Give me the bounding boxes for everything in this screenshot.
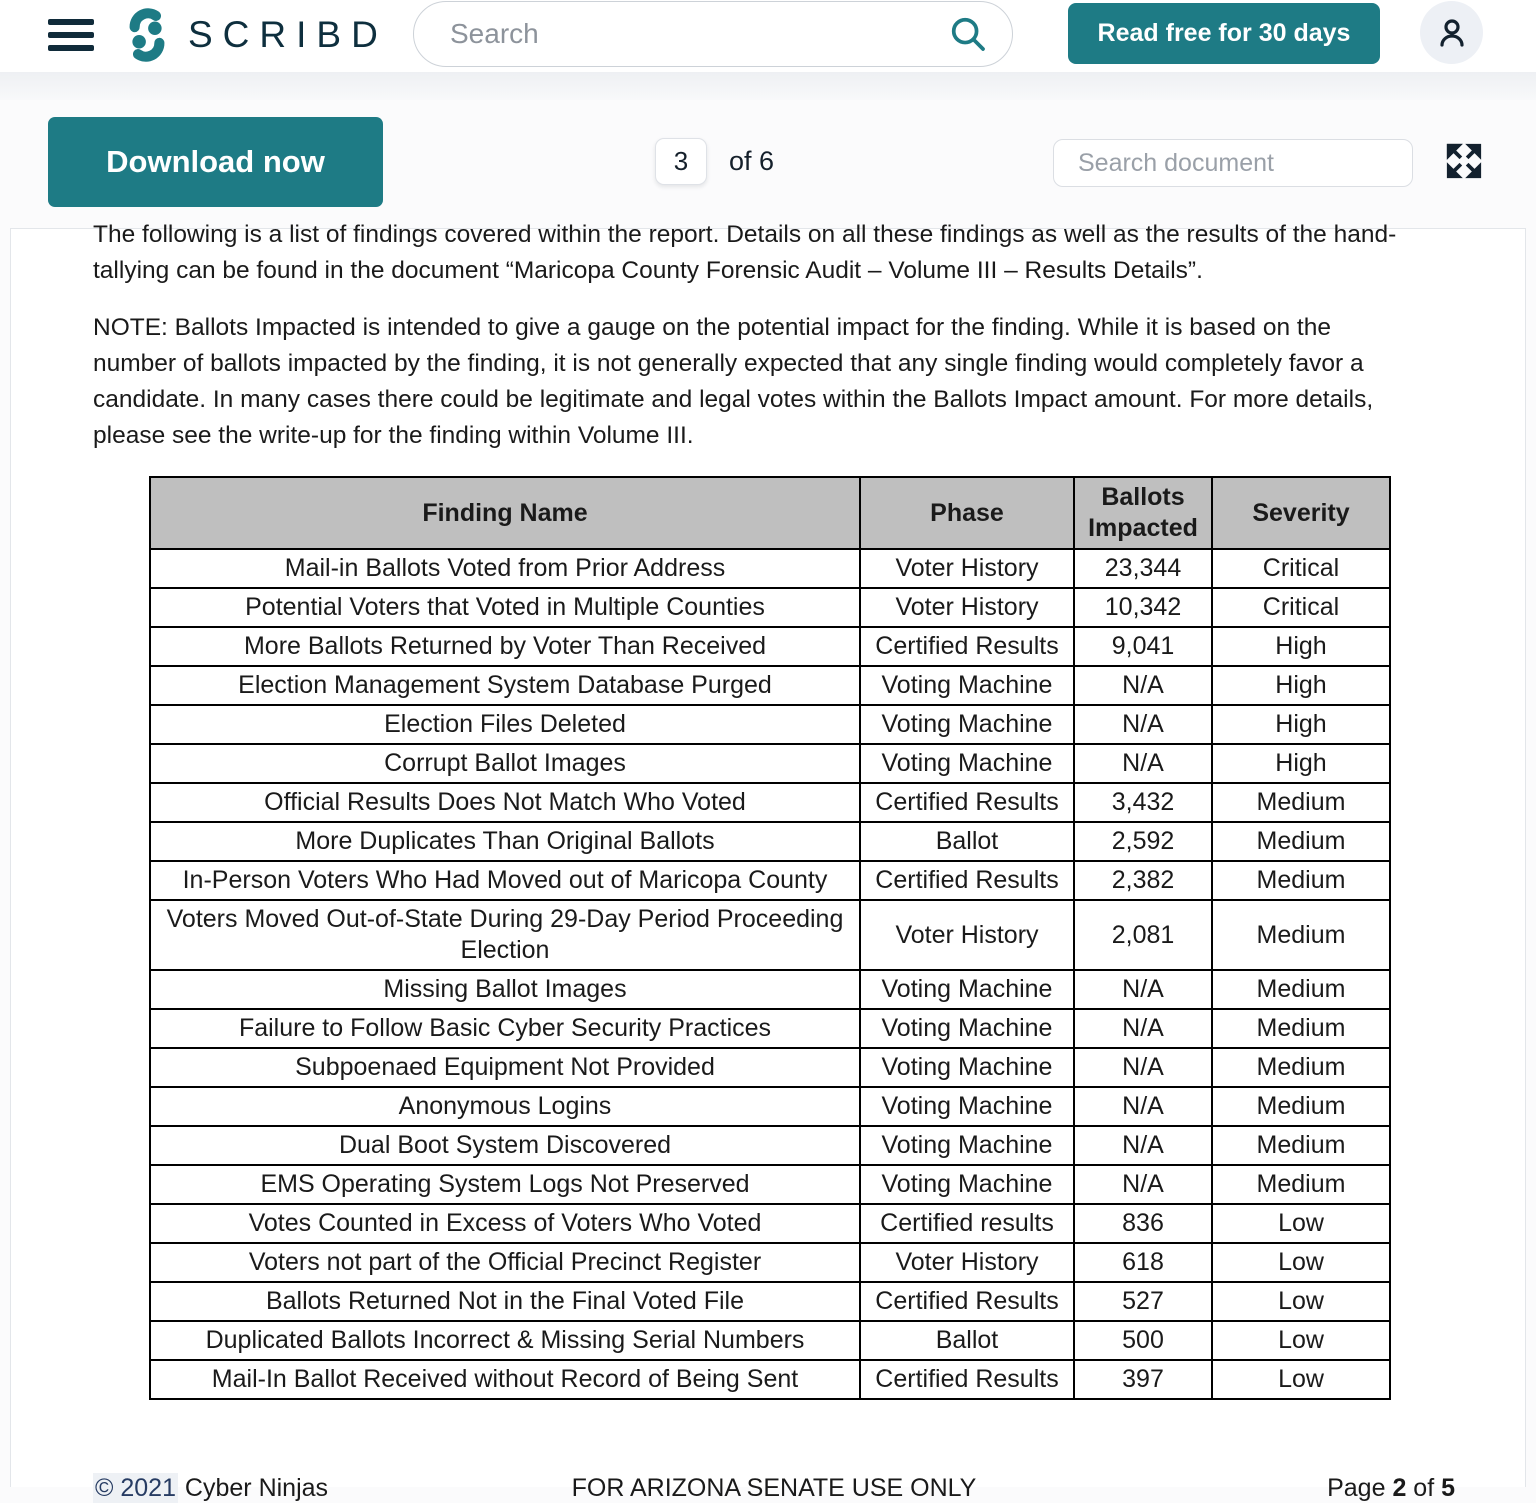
severity-cell: Low: [1212, 1243, 1390, 1282]
ballots-impacted-cell: 397: [1074, 1360, 1212, 1399]
severity-cell: Critical: [1212, 588, 1390, 627]
document-page: [10, 221, 1526, 1502]
severity-cell: Low: [1212, 1321, 1390, 1360]
phase-cell: Voter History: [860, 1243, 1074, 1282]
table-row: [150, 900, 1390, 970]
finding-name-cell: Anonymous Logins: [150, 1087, 860, 1126]
ballots-impacted-cell: 23,344: [1074, 549, 1212, 588]
app-header: [0, 0, 1536, 72]
severity-cell: Medium: [1212, 861, 1390, 900]
table-row: [150, 970, 1390, 1009]
column-header-phase: Phase: [860, 477, 1074, 549]
phase-cell: Voting Machine: [860, 1048, 1074, 1087]
note-line: please see the write-up for the finding within Volume III.: [93, 422, 694, 449]
finding-name-cell: Ballots Returned Not in the Final Voted File: [150, 1282, 860, 1321]
phase-cell: Certified Results: [860, 1282, 1074, 1321]
finding-name-cell: More Duplicates Than Original Ballots: [150, 822, 860, 861]
user-avatar-button[interactable]: [1420, 1, 1483, 64]
table-row: [150, 588, 1390, 627]
finding-name-cell: More Ballots Returned by Voter Than Received: [150, 627, 860, 666]
hamburger-icon: [48, 45, 94, 51]
column-header-finding-name: Finding Name: [150, 477, 860, 549]
ballots-impacted-cell: 2,382: [1074, 861, 1212, 900]
page-word: Page: [1327, 1474, 1393, 1502]
table-row: [150, 1048, 1390, 1087]
phase-cell: Voting Machine: [860, 1165, 1074, 1204]
ballots-impacted-cell: N/A: [1074, 970, 1212, 1009]
fullscreen-button[interactable]: [1441, 138, 1487, 184]
fullscreen-icon: [1443, 140, 1485, 182]
scribd-logo[interactable]: [120, 8, 388, 62]
finding-name-cell: Subpoenaed Equipment Not Provided: [150, 1048, 860, 1087]
document-search-input[interactable]: [1078, 149, 1400, 178]
copyright-year: © 2021: [95, 1474, 176, 1502]
page-total-label: of 6: [729, 146, 775, 176]
phase-cell: Certified results: [860, 1204, 1074, 1243]
phase-cell: Ballot: [860, 822, 1074, 861]
table-row: [150, 1360, 1390, 1399]
severity-cell: Medium: [1212, 900, 1390, 970]
severity-cell: High: [1212, 744, 1390, 783]
table-row: [150, 744, 1390, 783]
phase-cell: Voting Machine: [860, 1087, 1074, 1126]
ballots-impacted-cell: 9,041: [1074, 627, 1212, 666]
severity-cell: Medium: [1212, 1009, 1390, 1048]
download-now-button[interactable]: Download now: [48, 117, 383, 207]
finding-name-cell: Election Management System Database Purged: [150, 666, 860, 705]
findings-table: [149, 476, 1391, 1400]
note-line: number of ballots impacted by the finding, it is not generally expected that any single finding would completely favor a: [93, 350, 1364, 377]
table-row: [150, 666, 1390, 705]
ballots-impacted-cell: 618: [1074, 1243, 1212, 1282]
findings-table-body: [150, 549, 1390, 1399]
user-icon: [1432, 13, 1472, 53]
finding-name-cell: Voters not part of the Official Precinct Register: [150, 1243, 860, 1282]
ballots-impacted-cell: 2,081: [1074, 900, 1212, 970]
severity-cell: High: [1212, 705, 1390, 744]
table-row: [150, 627, 1390, 666]
note-line: candidate. In many cases there could be legitimate and legal votes within the Ballots Impact amount. For more details,: [93, 386, 1374, 413]
table-header-row: [150, 477, 1390, 549]
header-shadow-band: [0, 72, 1536, 100]
read-free-button[interactable]: Read free for 30 days: [1068, 3, 1380, 64]
finding-name-cell: Duplicated Ballots Incorrect & Missing Serial Numbers: [150, 1321, 860, 1360]
page-number-input[interactable]: [655, 138, 707, 185]
document-toolbar: [0, 100, 1536, 228]
column-header-severity: Severity: [1212, 477, 1390, 549]
finding-name-cell: Votes Counted in Excess of Voters Who Voted: [150, 1204, 860, 1243]
ballots-impacted-cell: N/A: [1074, 705, 1212, 744]
scribd-wordmark: SCRIBD: [188, 14, 388, 55]
ballots-impacted-cell: N/A: [1074, 1009, 1212, 1048]
page-number: 2: [1392, 1474, 1407, 1502]
phase-cell: Certified Results: [860, 627, 1074, 666]
search-icon[interactable]: [948, 14, 988, 54]
ballots-impacted-cell: 3,432: [1074, 783, 1212, 822]
severity-cell: High: [1212, 666, 1390, 705]
severity-cell: Medium: [1212, 1087, 1390, 1126]
ballots-impacted-cell: 2,592: [1074, 822, 1212, 861]
ballots-impacted-cell: N/A: [1074, 1126, 1212, 1165]
hamburger-icon: [48, 32, 94, 38]
phase-cell: Voter History: [860, 549, 1074, 588]
phase-cell: Certified Results: [860, 861, 1074, 900]
severity-cell: Medium: [1212, 783, 1390, 822]
note-paragraph: [93, 310, 1455, 454]
table-row: [150, 1321, 1390, 1360]
ballots-impacted-cell: N/A: [1074, 666, 1212, 705]
ballots-impacted-cell: 500: [1074, 1321, 1212, 1360]
phase-cell: Voting Machine: [860, 1009, 1074, 1048]
finding-name-cell: Dual Boot System Discovered: [150, 1126, 860, 1165]
severity-cell: Low: [1212, 1282, 1390, 1321]
finding-name-cell: Corrupt Ballot Images: [150, 744, 860, 783]
hamburger-menu-button[interactable]: [48, 13, 94, 57]
intro-line: The following is a list of findings covered within the report. Details on all these findings as well as the results of the hand-: [93, 221, 1397, 248]
ballots-impacted-cell: N/A: [1074, 744, 1212, 783]
finding-name-cell: Official Results Does Not Match Who Voted: [150, 783, 860, 822]
copyright-name: Cyber Ninjas: [177, 1474, 329, 1502]
table-row: [150, 861, 1390, 900]
phase-cell: Ballot: [860, 1321, 1074, 1360]
table-row: [150, 1204, 1390, 1243]
phase-cell: Voting Machine: [860, 1126, 1074, 1165]
finding-name-cell: Failure to Follow Basic Cyber Security Practices: [150, 1009, 860, 1048]
severity-cell: Low: [1212, 1360, 1390, 1399]
footer-center-text: FOR ARIZONA SENATE USE ONLY: [571, 1474, 977, 1502]
table-row: [150, 783, 1390, 822]
severity-cell: Medium: [1212, 1048, 1390, 1087]
table-row: [150, 822, 1390, 861]
scribd-logo-icon: [120, 8, 174, 62]
table-row: [150, 1087, 1390, 1126]
severity-cell: Medium: [1212, 1126, 1390, 1165]
intro-line: tallying can be found in the document “Maricopa County Forensic Audit – Volume III – Results Details”.: [93, 257, 1203, 284]
severity-cell: Critical: [1212, 549, 1390, 588]
table-row: [150, 1243, 1390, 1282]
finding-name-cell: In-Person Voters Who Had Moved out of Maricopa County: [150, 861, 860, 900]
finding-name-cell: Potential Voters that Voted in Multiple Counties: [150, 588, 860, 627]
phase-cell: Certified Results: [860, 1360, 1074, 1399]
phase-cell: Voter History: [860, 588, 1074, 627]
table-row: [150, 1009, 1390, 1048]
page-navigation: [655, 138, 774, 185]
finding-name-cell: Mail-In Ballot Received without Record of Being Sent: [150, 1360, 860, 1399]
site-search-bar[interactable]: [413, 1, 1013, 67]
severity-cell: High: [1212, 627, 1390, 666]
table-row: [150, 1165, 1390, 1204]
table-row: [150, 1282, 1390, 1321]
phase-cell: Voting Machine: [860, 666, 1074, 705]
table-row: [150, 549, 1390, 588]
document-footer: [93, 1474, 1455, 1503]
document-search-bar[interactable]: [1053, 139, 1413, 187]
finding-name-cell: EMS Operating System Logs Not Preserved: [150, 1165, 860, 1204]
phase-cell: Voter History: [860, 900, 1074, 970]
hamburger-icon: [48, 19, 94, 25]
finding-name-cell: Voters Moved Out-of-State During 29-Day Period Proceeding Election: [150, 900, 860, 970]
column-header-ballots-impacted: Ballots Impacted: [1074, 477, 1212, 549]
finding-name-cell: Mail-in Ballots Voted from Prior Address: [150, 549, 860, 588]
finding-name-cell: Missing Ballot Images: [150, 970, 860, 1009]
finding-name-cell: Election Files Deleted: [150, 705, 860, 744]
table-row: [150, 705, 1390, 744]
of-word: of: [1406, 1474, 1442, 1502]
ballots-impacted-cell: 527: [1074, 1282, 1212, 1321]
severity-cell: Medium: [1212, 970, 1390, 1009]
ballots-impacted-cell: N/A: [1074, 1048, 1212, 1087]
site-search-input[interactable]: [450, 18, 948, 50]
phase-cell: Voting Machine: [860, 705, 1074, 744]
note-line: NOTE: Ballots Impacted is intended to give a gauge on the potential impact for the finding. While it is based on the: [93, 314, 1331, 341]
phase-cell: Certified Results: [860, 783, 1074, 822]
ballots-impacted-cell: 10,342: [1074, 588, 1212, 627]
ballots-impacted-cell: N/A: [1074, 1165, 1212, 1204]
severity-cell: Low: [1212, 1204, 1390, 1243]
page-total: 5: [1441, 1474, 1455, 1502]
phase-cell: Voting Machine: [860, 744, 1074, 783]
ballots-impacted-cell: 836: [1074, 1204, 1212, 1243]
severity-cell: Medium: [1212, 1165, 1390, 1204]
table-row: [150, 1126, 1390, 1165]
severity-cell: Medium: [1212, 822, 1390, 861]
phase-cell: Voting Machine: [860, 970, 1074, 1009]
ballots-impacted-cell: N/A: [1074, 1087, 1212, 1126]
